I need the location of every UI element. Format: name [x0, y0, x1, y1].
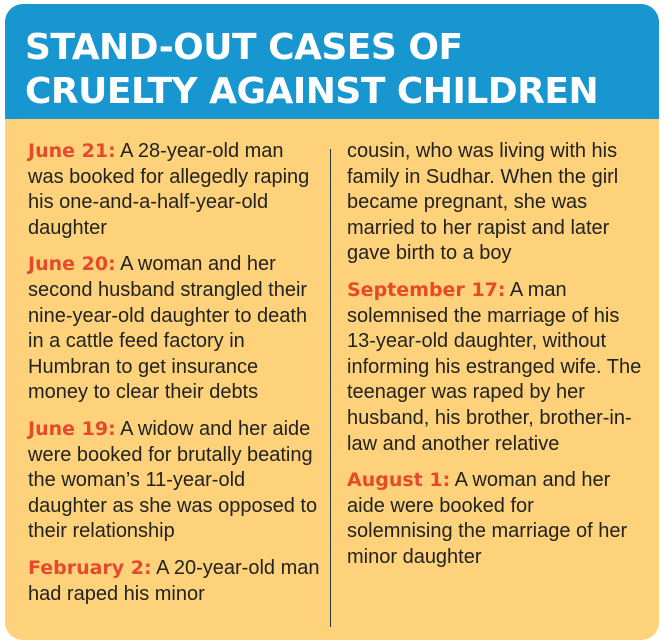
cases-panel — [5, 4, 659, 640]
case-text: A 28-year-old man was booked for allegedly raping his one-and-a-half-year-old daughter — [28, 140, 310, 239]
case-entry — [28, 556, 320, 607]
case-text: A woman and her aide were booked for solemnising the marriage of her minor daughter — [347, 469, 628, 568]
title-line-2: CRUELTY AGAINST CHILDREN — [25, 71, 599, 112]
case-date: February 2: — [28, 556, 152, 579]
case-text: A 20-year-old man had raped his minor — [28, 556, 320, 605]
column-divider — [330, 149, 331, 627]
case-entry-continued — [347, 139, 643, 267]
case-date: August 1: — [347, 469, 451, 492]
case-text: cousin, who was living with his family in Sudhar. When the girl became pregnant, she was married to her rapist and later gave birth to a boy — [347, 140, 619, 265]
case-text: A woman and her second husband strangled their nine-year-old daughter to death in a cattle feed factory in Humbran to get insurance money to clear their debts — [28, 253, 308, 404]
case-entry — [28, 417, 320, 545]
case-entry — [28, 139, 320, 241]
title-line-1: STAND-OUT CASES OF — [25, 27, 463, 68]
case-text: A widow and her aide were booked for brutally beating the woman’s 11-year-old daughter as she was opposed to their relationship — [28, 417, 318, 543]
left-column — [28, 139, 320, 618]
right-column — [347, 139, 643, 582]
case-date: June 19: — [28, 417, 116, 440]
cases-body — [5, 119, 659, 640]
case-date: June 21: — [28, 140, 116, 162]
header-banner — [5, 4, 659, 119]
page-title — [25, 26, 598, 114]
case-date: June 20: — [28, 253, 116, 276]
case-date: September 17: — [347, 278, 506, 301]
case-text: A man solemnised the marriage of his 13-year-old daughter, without informing his estranged wife. The teenager was raped by her husband, his brother, brother-in-law and another relative — [347, 278, 642, 455]
case-entry — [28, 252, 320, 406]
case-entry — [347, 278, 643, 457]
case-entry — [347, 468, 643, 570]
